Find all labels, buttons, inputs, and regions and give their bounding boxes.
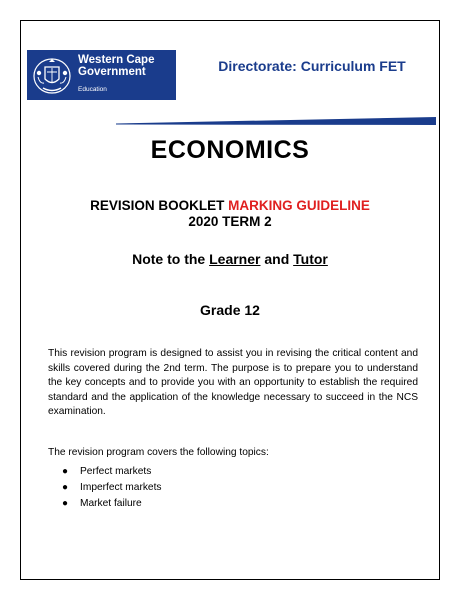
note-learner: Learner xyxy=(209,251,261,267)
government-name-line2: Government xyxy=(78,66,146,78)
page-title: ECONOMICS xyxy=(150,136,310,164)
government-name xyxy=(78,54,174,78)
topic-label: Market failure xyxy=(80,498,142,509)
topics-list xyxy=(48,464,162,512)
note-middle: and xyxy=(260,251,294,267)
header-divider xyxy=(116,117,436,125)
subtitle-booklet: REVISION BOOKLET xyxy=(90,198,229,213)
government-name-line1: Western Cape xyxy=(78,54,155,66)
topic-label: Perfect markets xyxy=(80,466,152,477)
list-item xyxy=(48,464,162,480)
note-prefix: Note to the xyxy=(132,251,210,267)
directorate-heading: Directorate: Curriculum FET xyxy=(218,58,406,74)
subtitle-term: 2020 TERM 2 xyxy=(188,214,272,229)
list-item xyxy=(48,496,162,512)
department-name: Education xyxy=(78,86,107,93)
bullet-icon: ● xyxy=(62,498,69,509)
western-cape-government-logo xyxy=(27,50,176,100)
coat-of-arms-icon xyxy=(30,53,74,97)
note-tutor: Tutor xyxy=(293,251,328,267)
subtitle xyxy=(20,198,440,230)
bullet-icon: ● xyxy=(62,482,69,493)
grade-heading: Grade 12 xyxy=(200,302,260,318)
note-heading xyxy=(20,251,440,267)
topics-intro: The revision program covers the following topics: xyxy=(48,447,269,458)
topic-label: Imperfect markets xyxy=(80,482,162,493)
list-item xyxy=(48,480,162,496)
intro-paragraph: This revision program is designed to assist you in revising the critical content and skills covered during the 2nd term. The purpose is to prepare you to understand the key concepts and to provide you with an opportunity to establish the required standard and the application of the knowledge necessary to succeed in the NCS examination. xyxy=(48,348,418,417)
subtitle-marking-guideline: MARKING GUIDELINE xyxy=(228,198,370,213)
bullet-icon: ● xyxy=(62,466,69,477)
